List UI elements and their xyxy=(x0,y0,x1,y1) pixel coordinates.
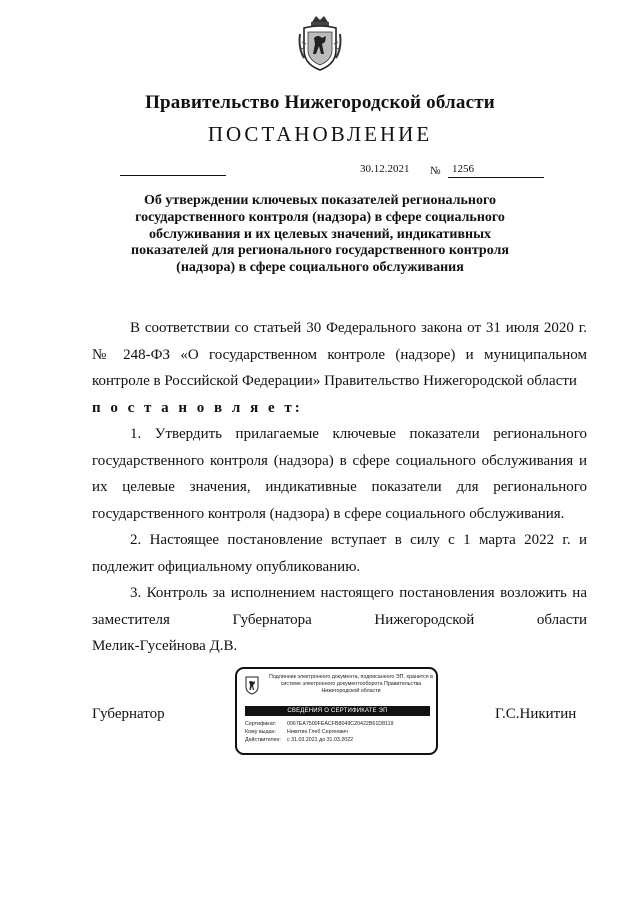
paragraph-item-3: 3. Контроль за исполнением настоящего постановления возложить на заместителя Губернатора Нижегородской области xyxy=(92,585,587,628)
cert-label: Сертификат: xyxy=(245,721,277,727)
coat-of-arms-icon xyxy=(298,14,342,74)
stamp-cert-row xyxy=(245,721,394,728)
signature-name: Г.С.Никитин xyxy=(495,706,577,722)
stamp-caption: Подлинник электронного документа, подписанного ЭП, хранится в системе электронного документооборота Правительства Нижегородской области xyxy=(269,674,433,694)
valid-value: с 31.03.2021 до 31.03.2022 xyxy=(287,737,354,743)
paragraph-item-2: 2. Настоящее постановление вступает в силу с 1 марта 2022 г. и подлежит официальному опубликованию. xyxy=(92,532,587,575)
document-number: 1256 xyxy=(452,163,474,175)
document-type: ПОСТАНОВЛЕНИЕ xyxy=(207,122,433,146)
paragraph-item-3-end: Мелик-Гусейнова Д.В. xyxy=(92,638,238,654)
stamp-valid-row xyxy=(245,737,353,744)
issued-label: Кому выдан: xyxy=(245,729,276,735)
document-heading: Об утверждении ключевых показателей регионального государственного контроля (надзора) в сфере социального обслуживания и их целевых значений, индикативных показателей для регионального государственного контроля (надзора) в сфере социального обслуживания xyxy=(131,193,509,276)
signature-role: Губернатор xyxy=(92,706,165,722)
paragraph-decree xyxy=(92,395,587,422)
paragraph-item-1: 1. Утвердить прилагаемые ключевые показатели регионального государственного контроля (надзора) в сфере социального обслуживания и их целевые значения, индикативные показатели для регионального государственного контроля (надзора) в сфере социального обслуживания. xyxy=(92,426,587,522)
document-date: 30.12.2021 xyxy=(360,163,410,175)
blank-line xyxy=(120,175,226,176)
preamble-text: В соответствии со статьей 30 Федерального закона от 31 июля 2020 г. № 248-ФЗ «О государственном контроле (надзоре) и муниципальном контроле в Российской Федерации» Правительство Нижегородской области xyxy=(92,320,587,389)
e-signature-stamp xyxy=(235,667,438,755)
deer-emblem-icon xyxy=(245,675,259,695)
stamp-issued-row xyxy=(245,729,348,736)
paragraph-preamble xyxy=(92,315,587,395)
number-sign: № xyxy=(430,165,441,177)
number-underline xyxy=(448,177,544,178)
decree-word: п о с т а н о в л я е т: xyxy=(92,399,303,416)
government-title: Правительство Нижегородской области xyxy=(145,92,495,113)
valid-label: Действителен: xyxy=(245,737,281,743)
issued-value: Никитин Глеб Сергеевич xyxy=(287,729,348,735)
cert-value: 0067EA7500FEACFB8049C20422B61D8119 xyxy=(287,721,394,727)
document-body xyxy=(92,315,587,660)
stamp-certificate-header: СВЕДЕНИЯ О СЕРТИФИКАТЕ ЭП xyxy=(245,706,430,716)
